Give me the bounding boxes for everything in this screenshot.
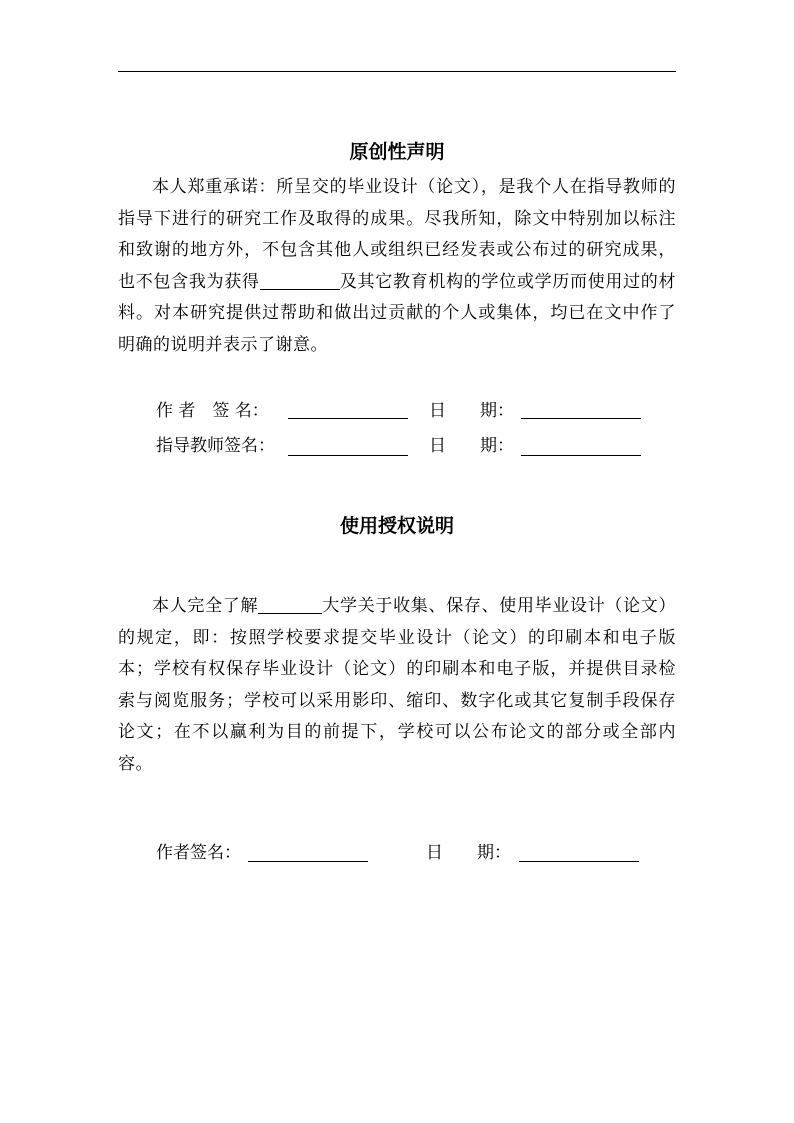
statement-body-text: 本人郑重承诺：所呈交的毕业设计（论文），是我个人在指导教师的指导下进行的研究工作及取得的成果。尽我所知，除文中特别加以标注和致谢的地方外，不包含其他人或组织已经发表或公布过的研究成果，也不包含我为获得 — [118, 177, 676, 292]
advisor-date-label: 日 期： — [429, 436, 514, 456]
author-date-line — [521, 418, 641, 419]
advisor-date-line — [521, 455, 641, 456]
author-signature-line-2 — [248, 861, 368, 862]
authorization-body — [118, 591, 676, 780]
statement-body — [118, 172, 676, 361]
author-signature-line — [288, 418, 408, 419]
authorization-body-text-cont: 大学关于收集、保存、使用毕业设计（论文）的规定，即：按照学校要求提交毕业设计（论文）的印刷本和电子版本；学校有权保存毕业设计（论文）的印刷本和电子版，并提供目录检索与阅览服务；学校可以采用影印、缩印、数字化或其它复制手段保存论文；在不以赢利为目的前提下，学校可以公布论文的部分或全部内容。 — [118, 596, 677, 774]
advisor-signature-label: 指导教师签名： — [156, 436, 275, 456]
date-line-2 — [519, 861, 639, 862]
header-rule — [118, 71, 676, 72]
statement-body-text-cont: 及其它教育机构的学位或学历而使用过的材料。对本研究提供过帮助和做出过贡献的个人或集体，均已在文中作了明确的说明并表示了谢意。 — [118, 271, 677, 355]
author-signature-label: 作 者 签 名： — [156, 401, 269, 421]
authorization-body-text: 本人完全了解 — [152, 596, 259, 616]
degree-blank — [260, 272, 340, 290]
date-label-2: 日 期： — [426, 843, 511, 863]
statement-title: 原创性声明 — [349, 141, 445, 163]
advisor-signature-line — [288, 455, 408, 456]
university-blank — [258, 596, 322, 614]
authorization-title: 使用授权说明 — [339, 515, 454, 537]
author-date-label: 日 期： — [429, 401, 514, 421]
author-signature-label-2: 作者签名： — [156, 843, 241, 863]
